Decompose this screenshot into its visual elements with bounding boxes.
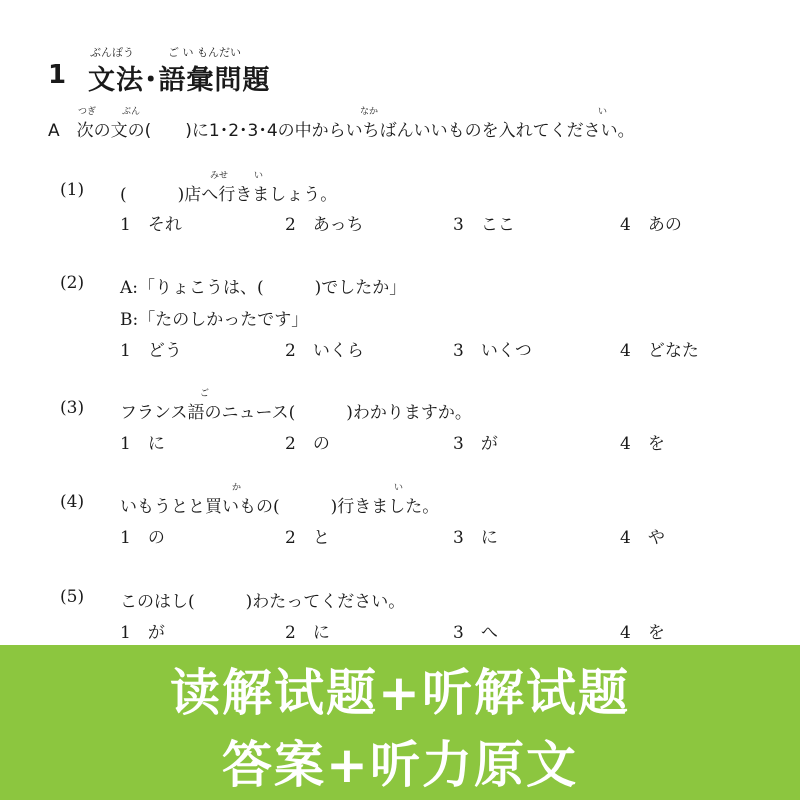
instruction [48, 107, 635, 141]
instruction-ruby-tsugi: つぎ [78, 107, 97, 117]
instruction-ruby-bun: ぶん [122, 107, 141, 117]
question-number: (1) [60, 180, 85, 200]
instruction-ruby-naka: なか [360, 107, 379, 117]
section-title: 文法･語彙問題 [88, 65, 271, 96]
question-text: フランス語のニュース( )わかりますか。 [120, 403, 472, 423]
option-2[interactable]: 2 あっち [285, 215, 364, 235]
option-2[interactable]: 2 と [285, 528, 330, 548]
option-2[interactable]: 2 の [285, 434, 330, 454]
question-text: ( )店へ行きましょう。 [120, 185, 338, 205]
question-text: いもうとと買いもの( )行きました。 [120, 497, 440, 517]
question-text: A:「りょこうは、( )でしたか」 [120, 278, 407, 298]
option-1[interactable]: 1 が [120, 623, 165, 643]
option-3[interactable]: 3 ここ [453, 215, 515, 235]
question-ruby: ご [200, 389, 210, 399]
option-2[interactable]: 2 に [285, 623, 330, 643]
question-number: (4) [60, 492, 85, 512]
option-1[interactable]: 1 の [120, 528, 165, 548]
option-4[interactable]: 4 を [620, 623, 665, 643]
question-ruby: か [232, 483, 242, 493]
question-number: (3) [60, 398, 85, 418]
option-3[interactable]: 3 いくつ [453, 341, 532, 361]
option-2[interactable]: 2 いくら [285, 341, 364, 361]
question-text: このはし( )わたってください。 [120, 592, 406, 612]
banner-line-2: 答案+听力原文 [222, 736, 578, 794]
option-4[interactable]: 4 や [620, 528, 665, 548]
question-number: (2) [60, 273, 85, 293]
option-1[interactable]: 1 それ [120, 215, 182, 235]
question-text-line2: B:「たのしかったです」 [120, 310, 309, 330]
promo-banner [0, 645, 800, 800]
option-3[interactable]: 3 へ [453, 623, 498, 643]
option-4[interactable]: 4 あの [620, 215, 682, 235]
option-3[interactable]: 3 に [453, 528, 498, 548]
option-4[interactable]: 4 を [620, 434, 665, 454]
question-ruby: みせ [210, 171, 229, 181]
section-number: 1 [48, 60, 67, 90]
section-ruby-bunpou: ぶんぽう [90, 46, 134, 59]
section-ruby-goimondai: ご い もんだい [168, 46, 241, 59]
instruction-ruby-i: い [598, 107, 608, 117]
question-ruby: い [394, 483, 404, 493]
banner-line-1: 读解试题+听解试题 [170, 664, 630, 722]
option-1[interactable]: 1 どう [120, 341, 182, 361]
option-4[interactable]: 4 どなた [620, 341, 699, 361]
question-ruby: い [254, 171, 264, 181]
option-1[interactable]: 1 に [120, 434, 165, 454]
instruction-text: A 次の文の( )に1･2･3･4の中からいちばんいいものを入れてください。 [48, 121, 635, 141]
question-number: (5) [60, 587, 85, 607]
option-3[interactable]: 3 が [453, 434, 498, 454]
